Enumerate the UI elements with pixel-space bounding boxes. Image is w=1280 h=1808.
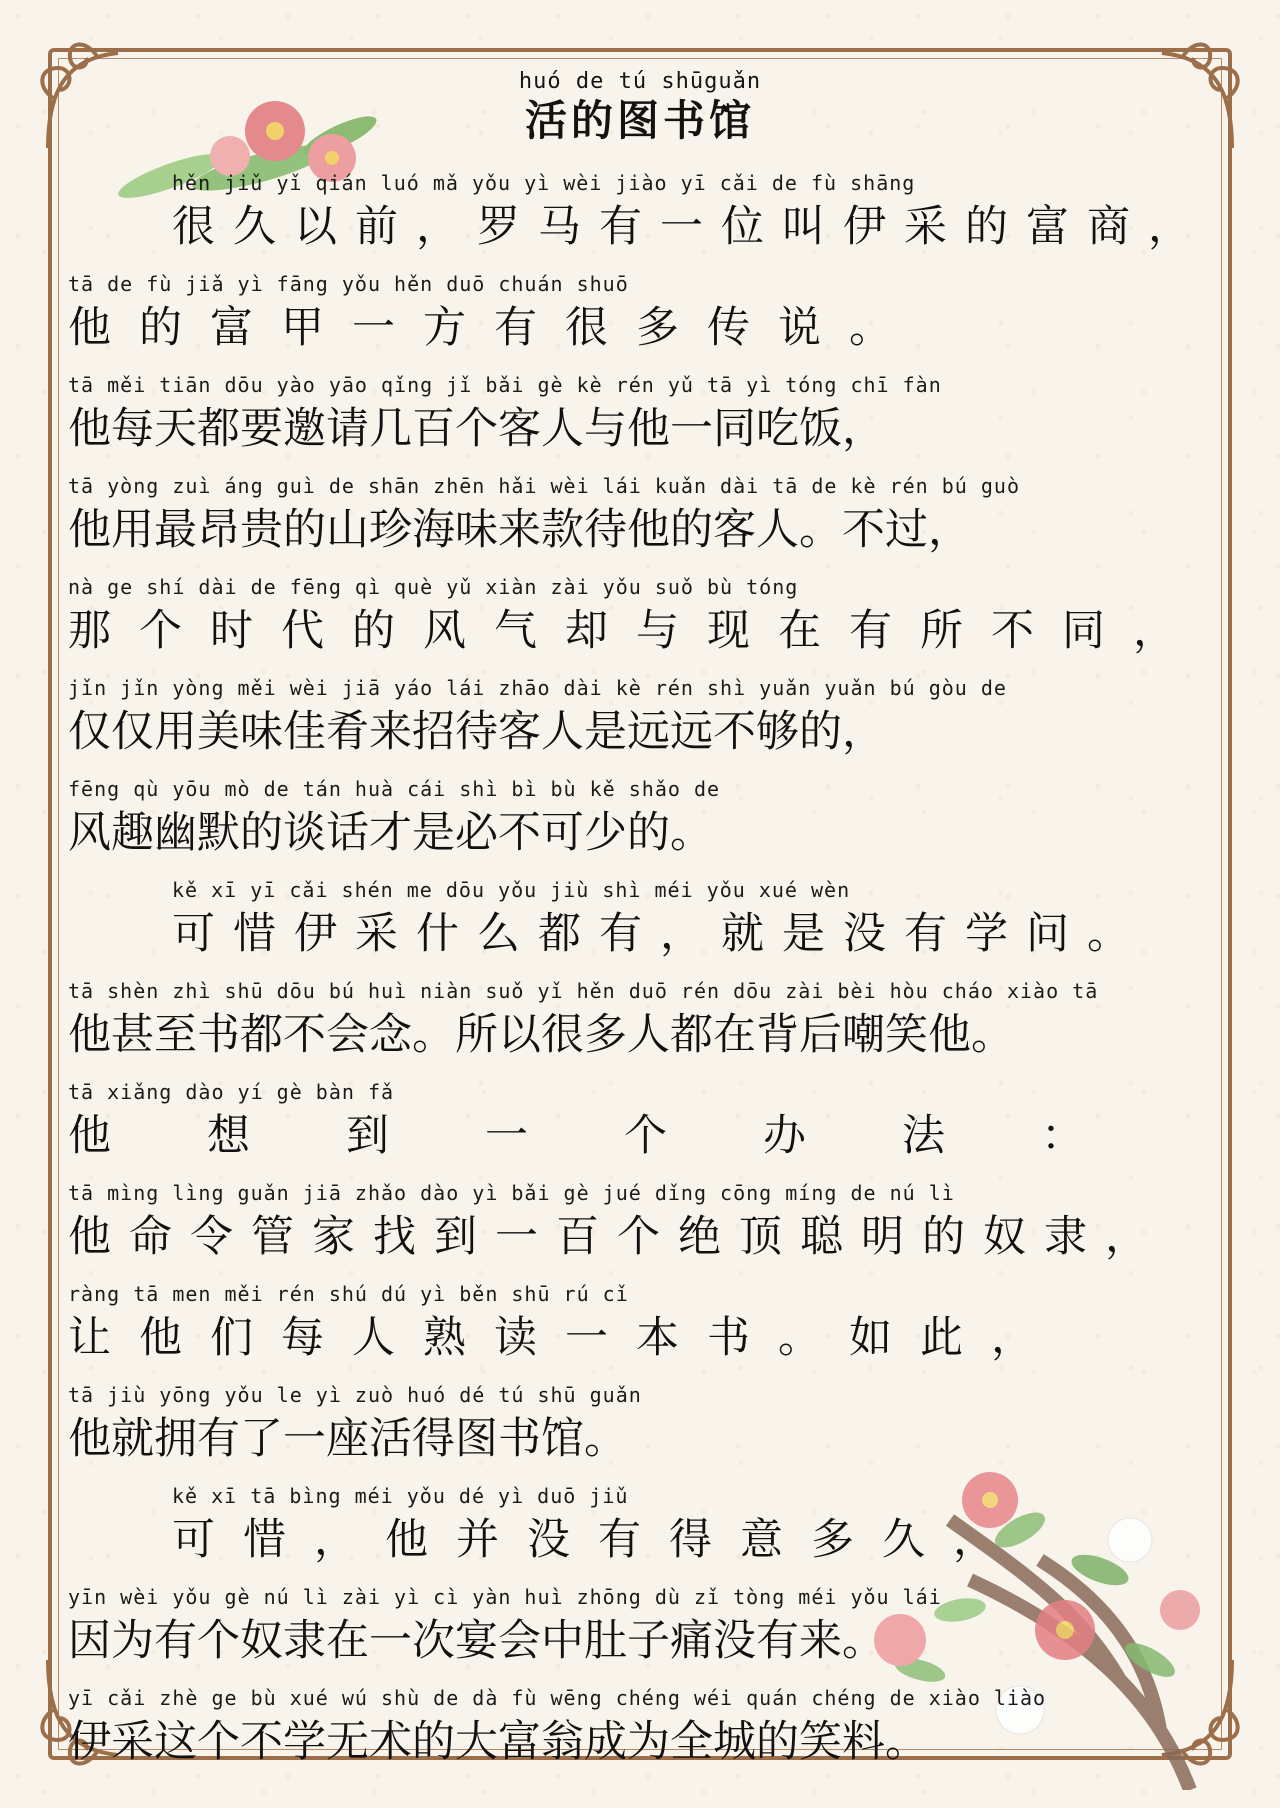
hanzi-line: 可惜，他并没有得意多久， <box>172 1515 1024 1565</box>
hanzi-line: 伊采这个不学无术的大富翁成为全城的笑料。 <box>68 1717 928 1767</box>
pinyin-line: tā mìng lìng guǎn jiā zhǎo dào yì bǎi gè jué dǐng cōng míng de nú lì <box>68 1181 955 1205</box>
hanzi-line: 让他们每人熟读一本书。如此， <box>68 1313 1062 1363</box>
hanzi-line: 很久以前，罗马有一位叫伊采的富商， <box>172 202 1209 252</box>
pinyin-line: nà ge shí dài de fēng qì què yǔ xiàn zài yǒu suǒ bù tóng <box>68 575 799 599</box>
pinyin-line: tā yòng zuì áng guì de shān zhēn hǎi wèi lái kuǎn dài tā de kè rén bú guò <box>68 474 1020 498</box>
pinyin-line: kě xī tā bìng méi yǒu dé yì duō jiǔ <box>172 1484 629 1508</box>
story-text <box>68 168 1228 1784</box>
text-line <box>68 875 1228 976</box>
pinyin-line: jǐn jǐn yòng měi wèi jiā yáo lái zhāo dài kè rén shì yuǎn yuǎn bú gòu de <box>68 676 1007 700</box>
text-line <box>68 370 1228 471</box>
pinyin-line: tā měi tiān dōu yào yāo qǐng jǐ bǎi gè kè rén yǔ tā yì tóng chī fàn <box>68 373 942 397</box>
hanzi-line: 他就拥有了一座活得图书馆。 <box>68 1414 627 1464</box>
text-line <box>68 673 1228 774</box>
text-line <box>68 269 1228 370</box>
text-line <box>68 572 1228 673</box>
pinyin-line: tā shèn zhì shū dōu bú huì niàn suǒ yǐ hěn duō rén dōu zài bèi hòu cháo xiào tā <box>68 979 1099 1003</box>
hanzi-line: 他每天都要邀请几百个客人与他一同吃饭， <box>68 404 885 454</box>
pinyin-line: yī cǎi zhè ge bù xué wú shù de dà fù wēng chéng wéi quán chéng de xiào liào <box>68 1686 1047 1710</box>
text-line <box>68 976 1228 1077</box>
pinyin-line: yīn wèi yǒu gè nú lì zài yì cì yàn huì zhōng dù zǐ tòng méi yǒu lái <box>68 1585 942 1609</box>
text-line <box>68 774 1228 875</box>
pinyin-line: tā jiù yōng yǒu le yì zuò huó dé tú shū guǎn <box>68 1383 642 1407</box>
pinyin-line: tā de fù jiǎ yì fāng yǒu hěn duō chuán shuō <box>68 272 629 296</box>
text-line <box>68 1582 1228 1683</box>
text-line <box>68 1481 1228 1582</box>
pinyin-line: tā xiǎng dào yí gè bàn fǎ <box>68 1080 395 1104</box>
hanzi-line: 他用最昂贵的山珍海味来款待他的客人。不过， <box>68 505 971 555</box>
watermark <box>1008 1748 1248 1772</box>
text-line <box>68 1279 1228 1380</box>
hanzi-line: 因为有个奴隶在一次宴会中肚子痛没有来。 <box>68 1616 885 1666</box>
hanzi-line: 那个时代的风气却与现在有所不同， <box>68 606 1204 656</box>
pinyin-line: ràng tā men měi rén shú dú yì běn shū rú cǐ <box>68 1282 629 1306</box>
hanzi-line: 风趣幽默的谈话才是必不可少的。 <box>68 808 713 858</box>
text-line <box>68 1380 1228 1481</box>
pinyin-line: kě xī yī cǎi shén me dōu yǒu jiù shì méi yǒu xué wèn <box>172 878 851 902</box>
hanzi-line: 他的富甲一方有很多传说。 <box>68 303 920 353</box>
title-block <box>0 68 1280 146</box>
hanzi-line: 他甚至书都不会念。所以很多人都在背后嘲笑他。 <box>68 1010 1014 1060</box>
title-pinyin: huó de tú shūguǎn <box>518 69 762 94</box>
pinyin-line: hěn jiǔ yǐ qián luó mǎ yǒu yì wèi jiào yī cǎi de fù shāng <box>172 171 916 195</box>
text-line <box>68 471 1228 572</box>
hanzi-line: 他想到一个办法： <box>68 1111 1180 1161</box>
page-title: 活的图书馆 <box>524 96 755 145</box>
hanzi-line: 可惜伊采什么都有，就是没有学问。 <box>172 909 1148 959</box>
hanzi-line: 他命令管家找到一百个绝顶聪明的奴隶， <box>68 1212 1166 1262</box>
text-line <box>68 1077 1228 1178</box>
pinyin-line: fēng qù yōu mò de tán huà cái shì bì bù kě shǎo de <box>68 777 721 801</box>
text-line <box>68 168 1228 269</box>
text-line <box>68 1178 1228 1279</box>
hanzi-line: 仅仅用美味佳肴来招待客人是远远不够的， <box>68 707 885 757</box>
